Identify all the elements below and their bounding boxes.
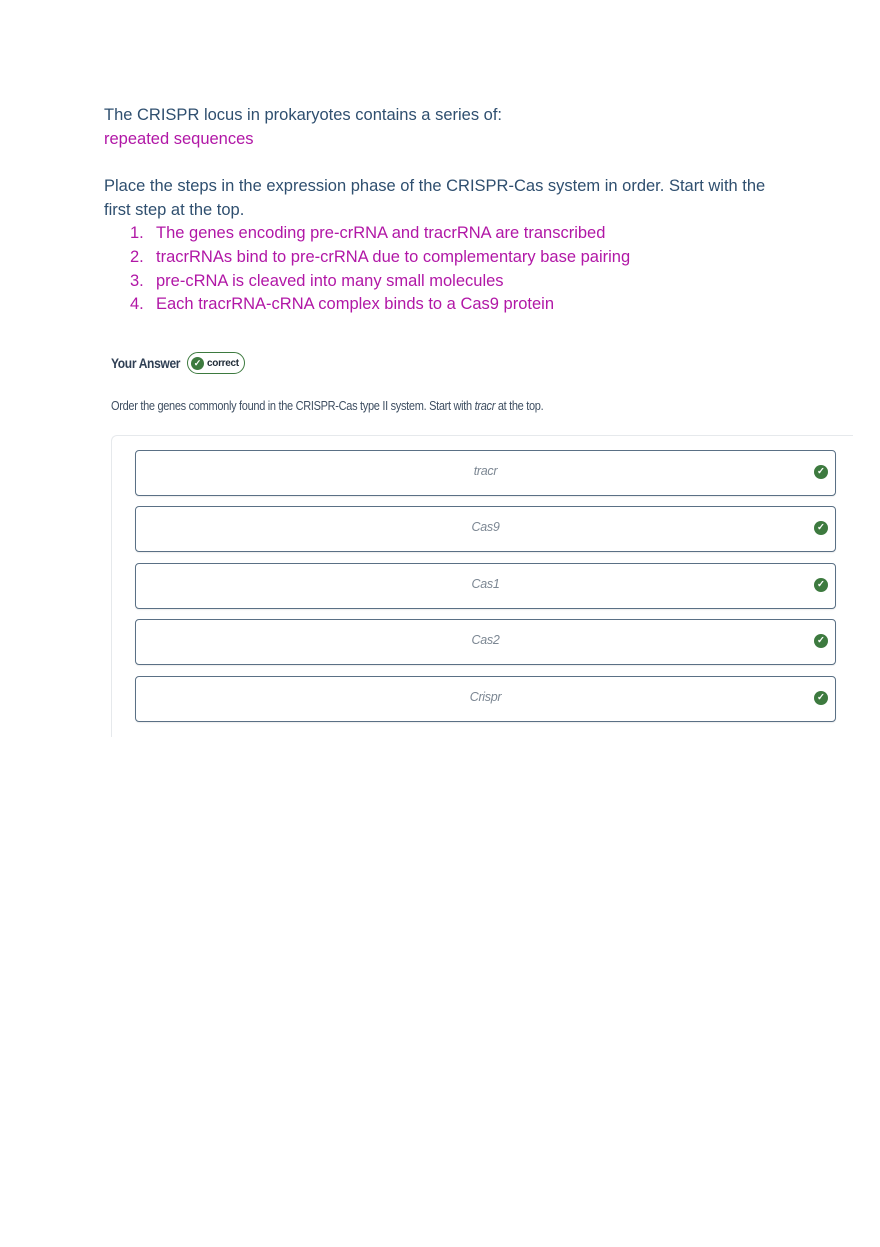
step-number: 1. (130, 224, 144, 242)
gene-row-cas1[interactable] (135, 563, 836, 609)
your-answer-label: Your Answer (111, 355, 181, 371)
answer-screenshot (104, 344, 852, 736)
step-list (104, 222, 794, 317)
step-number: 2. (130, 247, 144, 266)
step-text: Each tracrRNA-cRNA complex binds to a Cas9 protein (156, 295, 554, 314)
question-1-answer: repeated sequences (104, 129, 254, 148)
gene-row-cas2[interactable] (135, 619, 836, 665)
ordering-instruction (111, 399, 543, 413)
step-number: 4. (130, 295, 144, 314)
check-circle-icon: ✓ (814, 691, 828, 705)
step-text: The genes encoding pre-crRNA and tracrRNA are transcribed (156, 224, 606, 242)
gene-label: Cas2 (471, 633, 500, 647)
gene-label: Crispr (469, 690, 502, 704)
check-circle-icon: ✓ (814, 634, 828, 648)
correct-badge (187, 352, 245, 374)
step-text: tracrRNAs bind to pre-crRNA due to complementary base pairing (156, 247, 631, 266)
instruction-text-end: at the top. (495, 399, 544, 413)
instruction-text: Order the genes commonly found in the CRISPR-Cas type II system. Start with (111, 399, 475, 413)
gene-order-panel (111, 435, 853, 737)
check-circle-icon: ✓ (814, 465, 828, 479)
step-item (104, 222, 794, 246)
check-circle-icon: ✓ (814, 578, 828, 592)
check-circle-icon: ✓ (814, 521, 828, 535)
gene-row-cas9[interactable] (135, 506, 836, 552)
step-text: pre-cRNA is cleaved into many small molecules (156, 271, 504, 290)
gene-label: Cas9 (471, 520, 500, 534)
gene-label: Cas1 (471, 577, 500, 591)
question-1-prompt: The CRISPR locus in prokaryotes contains a series of: (104, 106, 503, 124)
step-item (104, 270, 794, 294)
gene-row-crispr[interactable] (135, 676, 836, 722)
question-2 (104, 174, 794, 317)
step-number: 3. (130, 271, 144, 290)
check-circle-icon: ✓ (191, 357, 204, 370)
correct-badge-label: correct (207, 357, 239, 369)
gene-row-tracr[interactable] (135, 450, 836, 496)
instruction-emphasis: tracr (474, 399, 496, 413)
your-answer-header (111, 352, 245, 374)
step-item (104, 246, 794, 270)
step-item (104, 293, 794, 317)
gene-label: tracr (473, 464, 498, 478)
question-2-prompt: Place the steps in the expression phase of the CRISPR-Cas system in order. Start with the first step at the top. (104, 177, 766, 219)
question-1 (104, 104, 784, 151)
